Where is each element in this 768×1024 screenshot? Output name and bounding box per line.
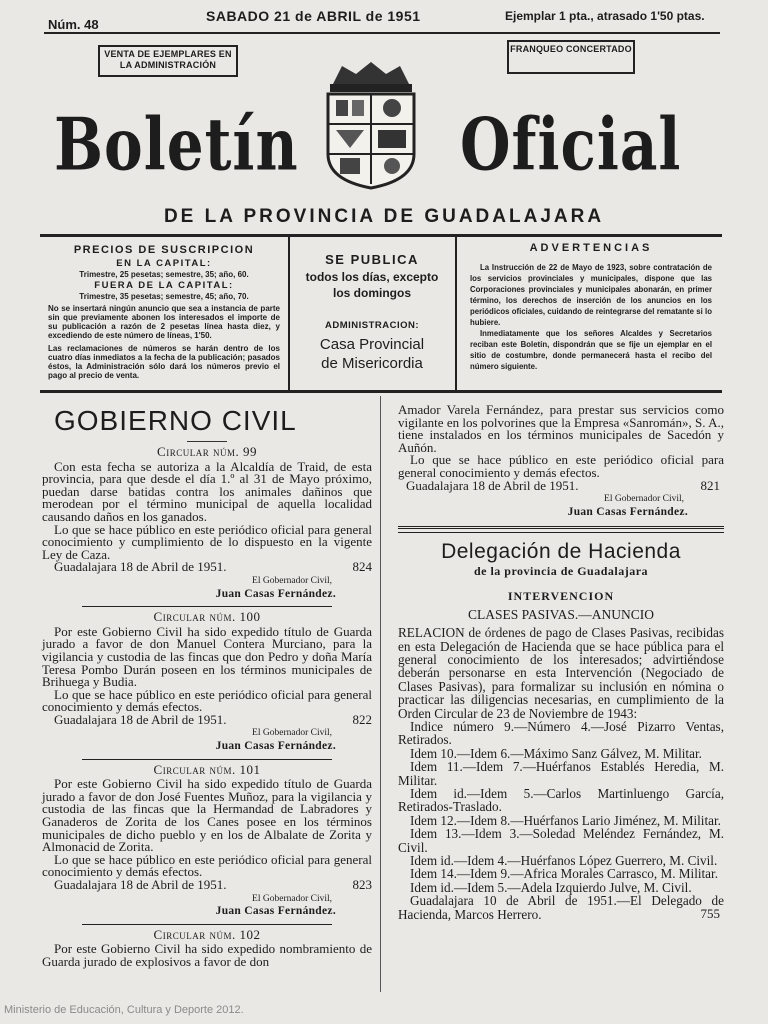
signer-name: Juan Casas Fernández. [215, 905, 336, 918]
admin-label: ADMINISTRACION: [324, 320, 420, 331]
right-column [398, 404, 724, 921]
pricing-outside-text: Trimestre, 35 pesetas; semestre, 45; año, 70. [79, 292, 249, 301]
circular-paragraph: Lo que se hace público en este periódico oficial para general conocimiento y demás efectos. [42, 686, 372, 715]
coat-of-arms-icon [312, 58, 430, 190]
masthead-left-word: Boletín [54, 102, 299, 187]
hacienda-entry: Idem 11.—Idem 7.—Huérfanos Establés Heredia, M. Militar. [398, 759, 724, 788]
pricing-capital-heading: EN LA CAPITAL: [116, 258, 212, 269]
pricing-capital-text: Trimestre, 25 pesetas; semestre, 35; año, 60. [79, 270, 249, 279]
circular-paragraph: Con esta fecha se autoriza a la Alcaldía de Traid, de esta provincia, para que desde el día 1.º al 31 de Mayo próximo, puedan darse batidas contra los animales dañinos que merodean por el término municipal de aquella localidad causando daños en los ganados. [42, 458, 372, 524]
circular-title: Circular núm. 100 [153, 609, 261, 625]
hacienda-intro: RELACION de órdenes de pago de Clases Pasivas, recibidas en esta Delegación de Hacienda que se hace pública para el general conocimiento de los interesados; advirtiéndose deberán personarse en esta Intervención (Negociado de Clases Pasivas), para formalizar su inclusión en nómina o practicar las diligencias necesarias, en cumplimiento de la Orden Circular de 23 de Noviembre de 1943: [398, 625, 724, 721]
hacienda-entry: Idem id.—Idem 5.—Carlos Martinluengo García, Retirados-Traslado. [398, 786, 724, 815]
band-bottom-rule [40, 390, 722, 393]
issue-price: Ejemplar 1 pta., atrasado 1'50 ptas. [505, 9, 705, 23]
hacienda-entry: Idem id.—Idem 4.—Huérfanos López Guerrero, M. Civil. [410, 853, 718, 869]
column-divider [380, 396, 381, 992]
hacienda-subtitle: de la provincia de Guadalajara [473, 564, 649, 579]
signer-title: El Gobernador Civil, [252, 893, 332, 904]
continuation-paragraph: Amador Varela Fernández, para prestar sus servicios como vigilante en los polvorines que la Empresa «Sanromán», S. A., tiene instalados en los términos municipales de Sacedón y Auñón. [398, 402, 724, 455]
franqueo-stamp: FRANQUEO CONCERTADO [507, 40, 635, 74]
publication-line-1: SE PUBLICA [325, 252, 419, 267]
hacienda-entry: Idem id.—Idem 5.—Adela Izquierdo Julve, M. Civil. [410, 879, 692, 895]
circular-number: 824 [352, 559, 372, 575]
pricing-title: PRECIOS DE SUSCRIPCION [73, 244, 255, 256]
hacienda-heading: CLASES PASIVAS.—ANUNCIO [467, 606, 655, 622]
circular-paragraph: Lo que se hace público en este periódico oficial para general conocimiento y cumplimiento de lo dispuesto en la vigente Ley de Caza. [42, 521, 372, 562]
circular-date: Guadalajara 18 de Abril de 1951. [54, 877, 227, 892]
masthead-subtitle: DE LA PROVINCIA DE GUADALAJARA [163, 206, 605, 227]
publication-line-3: los domingos [333, 286, 411, 300]
pricing-note-2: Las reclamaciones de números se harán dentro de los cuatro días inmediatos a la fecha de la publicación; pasados éstos, la Administración sólo dará los números previo el pago al precio de venta. [48, 344, 280, 380]
hacienda-entry: Idem 12.—Idem 8.—Huérfanos Lario Jiménez, M. Militar. [410, 812, 721, 828]
pricing-outside-heading: FUERA DE LA CAPITAL: [94, 280, 234, 291]
double-rule [398, 526, 724, 533]
section-title-gobierno-civil: GOBIERNO CIVIL [54, 405, 297, 436]
circular-number: 823 [352, 877, 372, 892]
pricing-box [48, 244, 280, 380]
advertencias-box [470, 243, 712, 372]
band-divider-1 [288, 237, 290, 390]
circular-title: Circular núm. 99 [157, 444, 257, 459]
title-rule [187, 441, 227, 442]
admin-line-2: de Misericordia [321, 355, 423, 372]
circular-paragraph: Lo que se hace público en este periódico oficial para general conocimiento y demás efectos. [42, 851, 372, 880]
publication-line-2: todos los días, excepto [305, 270, 439, 284]
circular-paragraph: Por este Gobierno Civil ha sido expedido nombramiento de Guarda jurado de explosivos a favor de don [42, 941, 372, 969]
hacienda-closing: Guadalajara 10 de Abril de 1951.—El Delegado de Hacienda, Marcos Herrero. [398, 893, 724, 922]
pricing-note-1: No se insertará ningún anuncio que sea a instancia de parte sin que previamente abonen los interesados el importe de su publicación a razón de 2 pesetas línea hasta diez, y excediendo de este número de líneas, 1'50. [48, 304, 280, 340]
issue-number: Núm. 48 [48, 17, 99, 32]
signer-name: Juan Casas Fernández. [567, 505, 688, 518]
left-column [42, 404, 372, 969]
advertencias-p2: Inmediatamente que los señores Alcaldes y Secretarios reciban este Boletín, dispondrán que se fije un ejemplar en el sitio de costumbre, donde permanecerá hasta el recibo del número siguiente. [470, 329, 712, 371]
masthead-right-word: Oficial [460, 102, 682, 187]
advertencias-p1: La Instrucción de 22 de Mayo de 1923, sobre contratación de los servicios provinciales y municipales, dispone que las Corporaciones provinciales y municipales abonarán, en primer término, los derechos de inserción de los anuncios en los periódicos oficiales, cuidando de reintegrarse del rematante si lo hubiere. [470, 263, 712, 327]
hacienda-entry: Idem 13.—Idem 3.—Soledad Meléndez Fernández, M. Civil. [398, 826, 724, 855]
band-divider-2 [455, 237, 457, 390]
hacienda-entry: Indice número 9.—Número 4.—José Pizarro Ventas, Retirados. [398, 718, 724, 748]
circular-separator [82, 759, 332, 760]
continuation-number: 821 [700, 477, 720, 493]
circular-title: Circular núm. 102 [153, 926, 261, 942]
signer-name: Juan Casas Fernández. [215, 587, 336, 600]
circular-date: Guadalajara 18 de Abril de 1951. [54, 559, 227, 575]
signer-title: El Gobernador Civil, [252, 728, 332, 739]
sale-stamp: VENTA DE EJEMPLARES EN LA ADMINISTRACIÓN [98, 45, 238, 77]
hacienda-entry: Idem 10.—Idem 6.—Máximo Sanz Gálvez, M. Militar. [410, 745, 702, 761]
circular-paragraph: Por este Gobierno Civil ha sido expedido título de Guarda jurado a favor de don José Fuentes Muñoz, para la vigilancia y custodia de las fincas que la Hermandad de Labradores y Ganaderos de Zorita de los Canes posee en los términos municipales de dicho pueblo y en los de Albalate de Zorita y Almonacid de Zorita. [42, 776, 372, 855]
signer-title: El Gobernador Civil, [604, 494, 684, 505]
issue-date: SABADO 21 de ABRIL de 1951 [206, 8, 421, 24]
signer-name: Juan Casas Fernández. [215, 740, 336, 753]
circular-separator [82, 606, 332, 607]
hacienda-number: 755 [700, 906, 720, 922]
header-rule [44, 32, 720, 34]
circular-separator [82, 924, 332, 925]
circular-number: 822 [352, 711, 372, 727]
band-top-rule [40, 234, 722, 237]
signer-title: El Gobernador Civil, [252, 575, 332, 586]
hacienda-title: Delegación de Hacienda [441, 540, 681, 564]
publication-box [292, 252, 452, 372]
admin-line-1: Casa Provincial [319, 336, 425, 353]
hacienda-section: INTERVENCION [507, 588, 615, 603]
advertencias-title: ADVERTENCIAS [529, 242, 653, 254]
circular-date: Guadalajara 18 de Abril de 1951. [54, 711, 227, 727]
hacienda-entry: Idem 14.—Idem 9.—Africa Morales Carrasco, M. Militar. [410, 866, 718, 882]
circular-title: Circular núm. 101 [153, 761, 261, 777]
continuation-date: Guadalajara 18 de Abril de 1951. [406, 477, 579, 493]
footer-credit: Ministerio de Educación, Cultura y Deporte 2012. [4, 1004, 244, 1016]
continuation-paragraph: Lo que se hace público en este periódico oficial para general conocimiento y demás efectos. [398, 452, 724, 480]
circular-paragraph: Por este Gobierno Civil ha sido expedido título de Guarda jurado a favor de don Manuel Contera Murciano, para la vigilancia y custodia de las fincas que don Pedro y doña María Teresa Pombo Durán poseen en los términos municipales de Brihuega y Budia. [42, 623, 372, 690]
